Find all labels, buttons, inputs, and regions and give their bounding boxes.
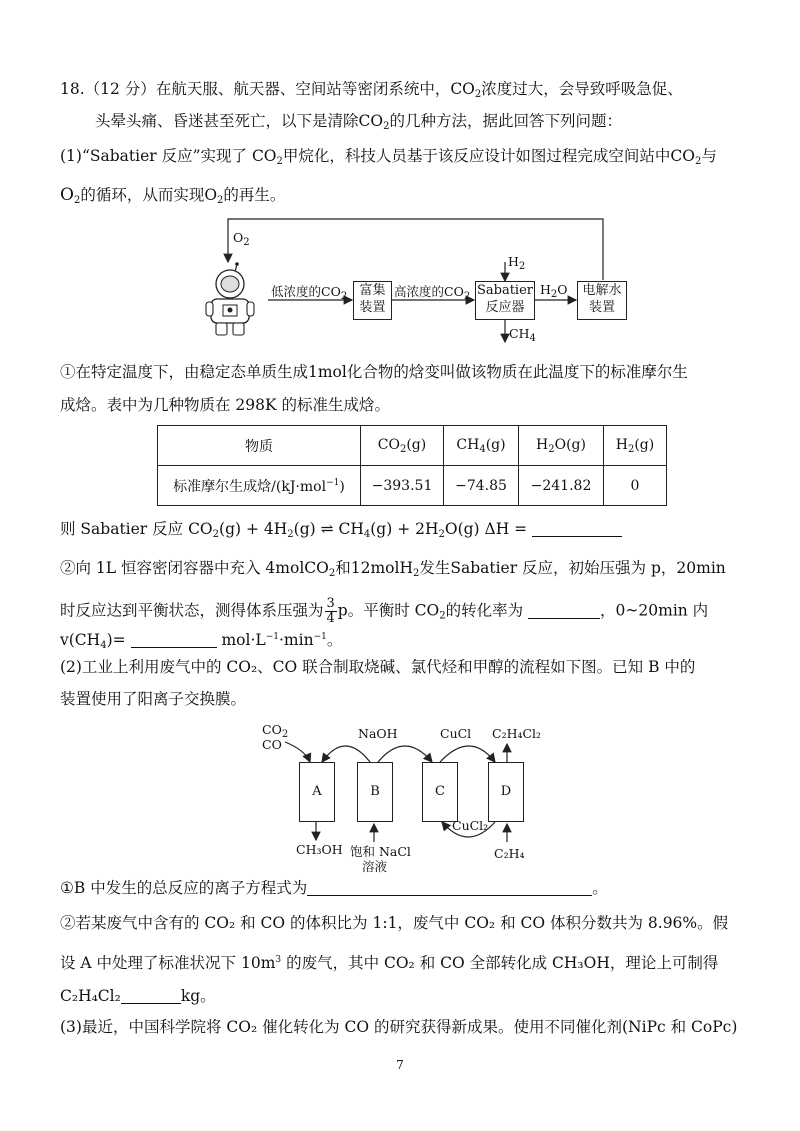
c2h4cl2-label: C₂H₄Cl₂ bbox=[492, 726, 542, 741]
q2-line-3: $v(CH_4)= mol\cdot L^{-1}\cdot\min^{-1}$。 bbox=[60, 631, 343, 651]
reactor-b-box: B bbox=[357, 762, 393, 822]
reactor-d-box: D bbox=[488, 762, 524, 822]
part2-line-2: 装置使用了阳离子交换膜。 bbox=[60, 690, 247, 708]
c2h4-label: C₂H₄ bbox=[494, 846, 525, 861]
q2-line-1: ②向 1L 恒容密闭容器中充入 4molCO$_2$和12molH$_2$发生Sabatier 反应，初始压强为 p，20min bbox=[60, 559, 726, 579]
q1-line-1: ①在特定温度下，由稳定态单质生成1mol化合物的焓变叫做该物质在此温度下的标准摩尔生 bbox=[60, 363, 688, 381]
h2o-label: $H_2O$ bbox=[540, 282, 568, 300]
table-cell: 0 bbox=[604, 466, 667, 506]
question-header: 18.（12 分）在航天服、航天器、空间站等密闭系统中，$CO_2$浓度过大，会导致呼吸急促、 bbox=[60, 80, 683, 100]
table-cell: $CH_4(g)$ bbox=[444, 426, 519, 466]
nacl-solution-label: 溶液 bbox=[362, 859, 388, 874]
reactor-c-box: C bbox=[422, 762, 458, 822]
electrolysis-device-box: 电解水 装置 bbox=[577, 281, 627, 320]
table-row-label: 标准摩尔生成焓/(kJ·mol$^{-1}$) bbox=[158, 466, 361, 506]
sabatier-reactor-box: Sabatier 反应器 bbox=[475, 281, 535, 320]
part2-line-1: (2)工业上利用废气中的 CO₂、CO 联合制取烧碱、氯代烃和甲醇的流程如下图。已知 B 中的 bbox=[60, 658, 696, 676]
cucl-label: CuCl bbox=[440, 726, 472, 741]
q4-line-1: ②若某废气中含有的 CO₂ 和 CO 的体积比为 1:1，废气中 CO₂ 和 CO 体积分数共为 8.96%。假 bbox=[60, 914, 729, 932]
table-cell: −393.51 bbox=[361, 466, 444, 506]
cucl2-label: CuCl₂ bbox=[452, 818, 489, 833]
ch3oh-label: CH₃OH bbox=[296, 842, 343, 857]
q4-line-3: C₂H₄Cl₂ kg。 bbox=[60, 987, 216, 1005]
intro-line-2: 头晕头痛、昏迷甚至死亡，以下是清除$CO_2$的几种方法，据此回答下列问题： bbox=[95, 112, 622, 132]
q1-line-2: 成焓。表中为几种物质在 298K 的标准生成焓。 bbox=[60, 396, 391, 414]
q4-line-2: 设 A 中处理了标准状况下 $10m^3$ 的废气，其中 CO₂ 和 CO 全部转化成 CH₃OH，理论上可制得 bbox=[60, 954, 719, 972]
naoh-label: NaOH bbox=[358, 726, 398, 741]
page-number: 7 bbox=[396, 1058, 404, 1072]
high-co2-label: 高浓度的$CO_2$ bbox=[394, 284, 471, 302]
co2-label: $CO_2$ bbox=[262, 722, 289, 740]
delta-h-line: 则 Sabatier 反应 $CO_2(g) + 4H_2(g)$ ⇌ $CH_4(g) + 2H_2O(g) \Delta H$ = bbox=[60, 518, 745, 546]
q3-line: ①B 中发生的总反应的离子方程式为 。 bbox=[60, 879, 608, 897]
table-cell: $CO_2(g)$ bbox=[361, 426, 444, 466]
table-header-substance: 物质 bbox=[158, 426, 361, 466]
part3-line-1: (3)最近，中国科学院将 CO₂ 催化转化为 CO 的研究获得新成果。使用不同催化剂(NiPc 和 CoPc) bbox=[60, 1018, 738, 1036]
table-cell: $H_2O(g)$ bbox=[519, 426, 604, 466]
fraction: $\frac{3}{4}$ bbox=[326, 596, 335, 626]
co-label: CO bbox=[262, 737, 282, 752]
ch4-label: $CH_4$ bbox=[509, 326, 536, 344]
table-cell: −74.85 bbox=[444, 466, 519, 506]
answer-blank[interactable] bbox=[121, 987, 181, 1004]
low-co2-label: 低浓度的$CO_2$ bbox=[271, 284, 348, 302]
question-number: 18. bbox=[60, 80, 85, 98]
table-cell: −241.82 bbox=[519, 466, 604, 506]
question-score: （12 分） bbox=[84, 80, 156, 98]
o2-label: $O_2$ bbox=[233, 230, 250, 248]
answer-blank[interactable] bbox=[307, 879, 592, 896]
part1-line-2: $O_2$的循环，从而实现$O_2$的再生。 bbox=[60, 185, 286, 206]
enrichment-device-box: 富集 装置 bbox=[353, 281, 392, 320]
table-cell: $H_2(g)$ bbox=[604, 426, 667, 466]
reactor-a-box: A bbox=[299, 762, 335, 822]
part1-line-1: (1)“Sabatier 反应”实现了 $CO_2$甲烷化，科技人员基于该反应设计如图过程完成空间站中$CO_2$与 bbox=[60, 147, 717, 167]
q2-line-2: 时反应达到平衡状态，测得体系压强为 $\frac{3}{4}p$。平衡时 $CO_2$的转化率为 ，0~20min 内 bbox=[60, 596, 709, 626]
nacl-label: 饱和 NaCl bbox=[350, 844, 411, 859]
h2-label: $H_2$ bbox=[508, 254, 526, 272]
